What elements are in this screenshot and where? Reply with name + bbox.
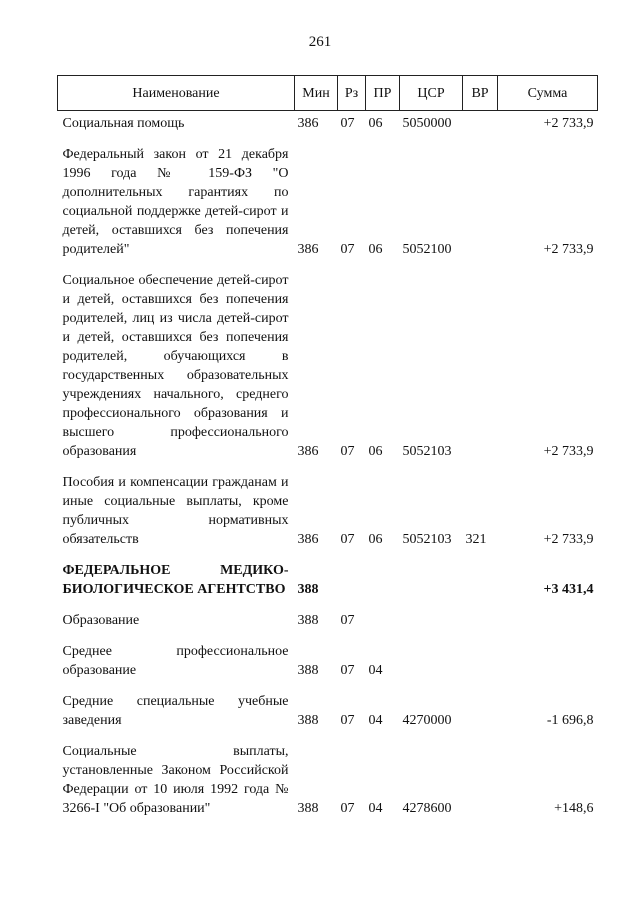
row-vr bbox=[463, 549, 498, 599]
row-min: 388 bbox=[297, 801, 319, 816]
row-min: 386 bbox=[297, 532, 319, 547]
row-vr bbox=[463, 630, 498, 680]
table-row bbox=[58, 259, 598, 461]
row-sum: +148,6 bbox=[554, 801, 594, 816]
row-rz: 07 bbox=[340, 116, 355, 131]
row-rz: 07 bbox=[340, 613, 355, 628]
row-pr bbox=[366, 599, 400, 630]
row-name: Среднее профессиональное образование bbox=[62, 644, 289, 678]
header-vr: ВР bbox=[463, 76, 498, 111]
row-rz: 07 bbox=[340, 532, 355, 547]
row-rz: 07 bbox=[340, 713, 355, 728]
header-csr: ЦСР bbox=[400, 76, 463, 111]
row-min: 386 bbox=[297, 116, 319, 131]
budget-table bbox=[57, 75, 598, 818]
row-name: Средние специальные учебные заведения bbox=[62, 694, 289, 728]
row-rz: 07 bbox=[340, 801, 355, 816]
table-row bbox=[58, 133, 598, 259]
header-rz: Рз bbox=[338, 76, 366, 111]
row-pr: 06 bbox=[368, 116, 383, 131]
row-name: Образование bbox=[62, 613, 140, 628]
row-min: 388 bbox=[297, 582, 319, 597]
row-csr: 5052103 bbox=[402, 444, 452, 459]
row-csr bbox=[400, 599, 463, 630]
table-row-agency bbox=[58, 549, 598, 599]
row-sum: +3 431,4 bbox=[543, 582, 594, 597]
row-csr: 5052100 bbox=[402, 242, 452, 257]
row-pr: 06 bbox=[368, 242, 383, 257]
row-vr bbox=[463, 111, 498, 134]
table-row bbox=[58, 630, 598, 680]
table-row bbox=[58, 461, 598, 549]
row-vr bbox=[463, 133, 498, 259]
row-sum: +2 733,9 bbox=[543, 444, 594, 459]
row-pr bbox=[366, 549, 400, 599]
row-csr: 5050000 bbox=[402, 116, 452, 131]
row-pr: 06 bbox=[368, 444, 383, 459]
row-name: Пособия и компенсации гражданам и иные социальные выплаты, кроме публичных нормативных обязательств bbox=[62, 475, 289, 547]
row-pr: 04 bbox=[368, 801, 383, 816]
row-sum: +2 733,9 bbox=[543, 242, 594, 257]
row-sum bbox=[498, 599, 598, 630]
row-sum bbox=[498, 630, 598, 680]
row-sum: +2 733,9 bbox=[543, 116, 594, 131]
row-csr bbox=[400, 630, 463, 680]
row-rz: 07 bbox=[340, 444, 355, 459]
table-row bbox=[58, 111, 598, 134]
row-min: 388 bbox=[297, 713, 319, 728]
row-csr bbox=[400, 549, 463, 599]
row-rz bbox=[338, 549, 366, 599]
row-min: 386 bbox=[297, 242, 319, 257]
row-min: 388 bbox=[297, 663, 319, 678]
row-pr: 06 bbox=[368, 532, 383, 547]
page-number: 261 bbox=[308, 34, 332, 50]
row-name: Социальная помощь bbox=[62, 116, 185, 131]
row-name: ФЕДЕРАЛЬНОЕ МЕДИКО-БИОЛОГИЧЕСКОЕ АГЕНТСТВО bbox=[62, 563, 289, 597]
row-vr bbox=[463, 599, 498, 630]
row-name: Федеральный закон от 21 декабря 1996 года № 159-ФЗ "О дополнительных гарантиях по социальной поддержке детей-сирот и детей, оставшихся без попечения родителей" bbox=[62, 147, 289, 257]
header-sum: Сумма bbox=[498, 76, 598, 111]
row-sum: +2 733,9 bbox=[543, 532, 594, 547]
row-min: 388 bbox=[297, 613, 319, 628]
row-name: Социальные выплаты, установленные Законом Российской Федерации от 10 июля 1992 года № 3266-I "Об образовании" bbox=[62, 744, 289, 816]
row-rz: 07 bbox=[340, 242, 355, 257]
table-row bbox=[58, 730, 598, 818]
row-csr: 4278600 bbox=[402, 801, 452, 816]
row-vr bbox=[463, 730, 498, 818]
row-pr: 04 bbox=[368, 713, 383, 728]
row-rz: 07 bbox=[340, 663, 355, 678]
table-row bbox=[58, 680, 598, 730]
table-header-row bbox=[58, 76, 598, 111]
row-name: Социальное обеспечение детей-сирот и детей, оставшихся без попечения родителей, лиц из числа детей-сирот и детей, оставшихся без попечения родителей, обучающихся в государственных образовательных учреждениях начального, среднего профессионального образования и высшего профессионального образования bbox=[62, 273, 289, 459]
row-sum: -1 696,8 bbox=[546, 713, 594, 728]
header-pr: ПР bbox=[366, 76, 400, 111]
row-min: 386 bbox=[297, 444, 319, 459]
row-vr bbox=[463, 680, 498, 730]
header-min: Мин bbox=[295, 76, 338, 111]
row-csr: 5052103 bbox=[402, 532, 452, 547]
row-vr: 321 bbox=[465, 532, 487, 547]
row-vr bbox=[463, 259, 498, 461]
header-name: Наименование bbox=[58, 76, 295, 111]
row-pr: 04 bbox=[368, 663, 383, 678]
table-row bbox=[58, 599, 598, 630]
row-csr: 4270000 bbox=[402, 713, 452, 728]
